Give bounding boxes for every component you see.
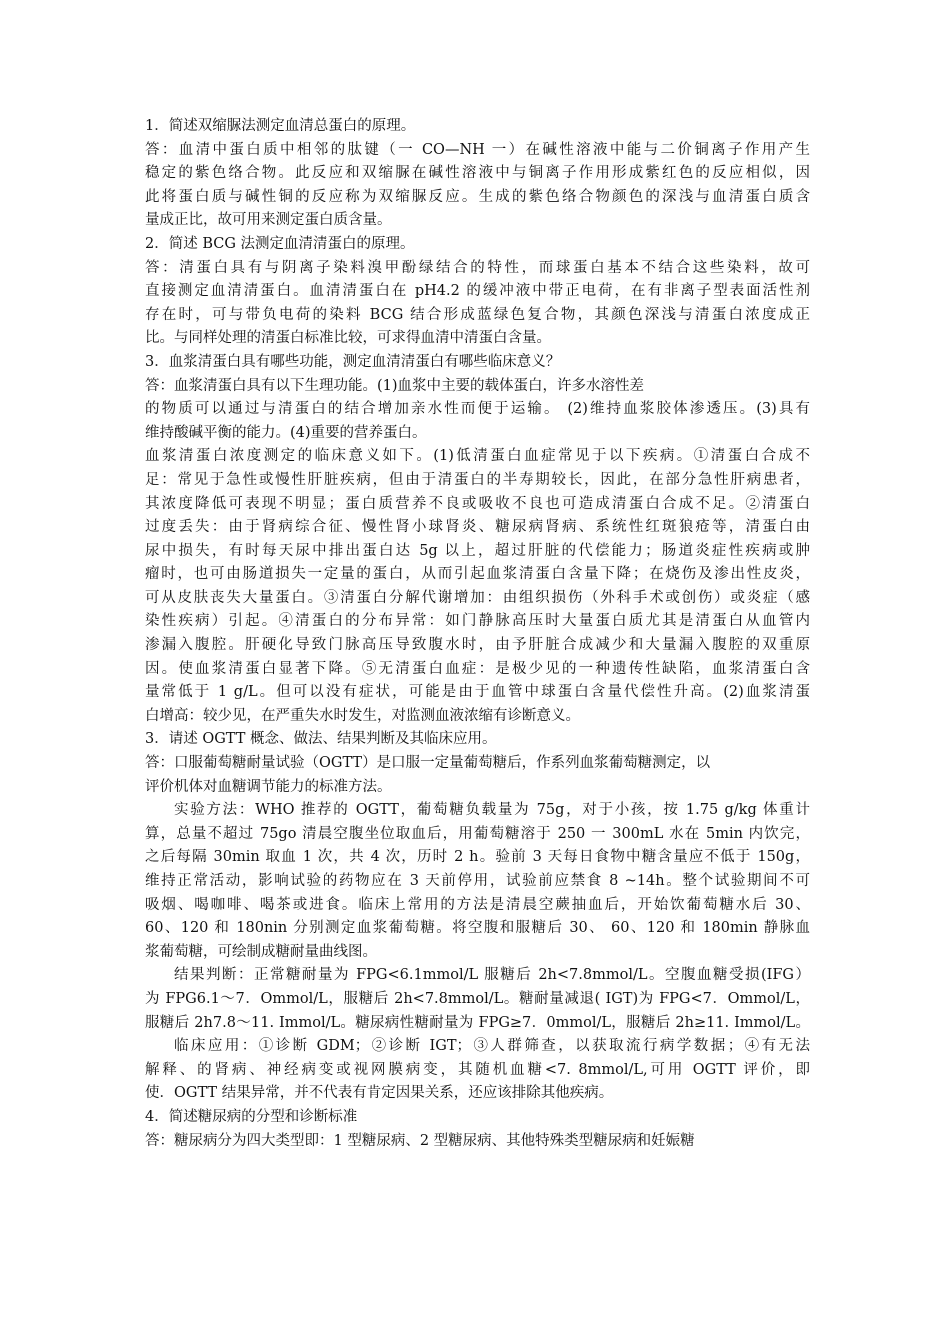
- text-line: 维持正常活动，影响试验的药物应在 3 天前停用，试验前应禁食 8 ~14h。整个试验期间不可: [145, 873, 810, 889]
- text-line: 答：糖尿病分为四大类型即：1 型糖尿病、2 型糖尿病、其他特殊类型糖尿病和妊娠糖: [145, 1132, 695, 1149]
- text-line: 3．请述 OGTT 概念、做法、结果判断及其临床应用。: [145, 731, 497, 748]
- text-line: 过度丢失：由于肾病综合征、慢性肾小球肾炎、糖尿病肾病、系统性红斑狼疮等，清蛋白由: [145, 519, 810, 536]
- text-line: 4．简述糖尿病的分型和诊断标准: [145, 1108, 358, 1125]
- text-line: 直接测定血清清蛋白。血清清蛋白在 pH4.2 的缓冲液中带正电荷，在有非离子型表面活性剂: [145, 283, 810, 300]
- text-line: 染性疾病）引起。④清蛋白的分布异常：如门静脉高压时大量蛋白质尤其是清蛋白从血管内: [145, 613, 810, 630]
- text-line: 量成正比，故可用来测定蛋白质含量。: [145, 212, 392, 229]
- text-line: 瘤时，也可由肠道损失一定量的蛋白，从而引起血浆清蛋白含量下降；在烧伤及渗出性皮炎，: [145, 566, 810, 583]
- text-line: 临床应用：①诊断 GDM；②诊断 IGT；③人群筛查，以获取流行病学数据；④有无法: [174, 1038, 810, 1055]
- text-line: 渗漏入腹腔。肝硬化导致门脉高压导致腹水时，由予肝脏合成减少和大量漏入腹腔的双重原: [145, 637, 810, 654]
- text-line: 比。与同样处理的清蛋白标准比较，可求得血清中清蛋白含量。: [145, 330, 551, 347]
- text-line: 答：血浆清蛋白具有以下生理功能。(1)血浆中主要的载体蛋白，许多水溶性差: [145, 377, 645, 394]
- text-line: 量常低于 1 g/L。但可以没有症状，可能是由于血管中球蛋白含量代偿性升高。(2)血浆清蛋: [145, 684, 810, 701]
- text-line: 存在时，可与带负电荷的染料 BCG 结合形成蓝绿色复合物，其颜色深浅与清蛋白浓度成正: [145, 306, 810, 323]
- text-line: 解释、的肾病、神经病变或视网膜病变，其随机血糖<7. 8mmol/L,可用 OGTT 评价，即: [145, 1061, 810, 1078]
- text-line: 算，总量不超过 75go 清晨空腹坐位取血后，用葡萄糖溶于 250 一 300mL 水在 5min 内饮完，: [145, 825, 810, 842]
- text-line: 可从皮肤丧失大量蛋白。③清蛋白分解代谢增加：由组织损伤（外科手术或创伤）或炎症（感: [145, 589, 810, 606]
- text-line: 血浆清蛋白浓度测定的临床意义如下。(1)低清蛋白血症常见于以下疾病。①清蛋白合成不: [145, 448, 810, 465]
- text-line: 维持酸碱平衡的能力。(4)重要的营养蛋白。: [145, 424, 427, 441]
- text-line: 之后每隔 30min 取血 1 次，共 4 次，历时 2 h。验前 3 天每日食物中糖含量应不低于 150g，: [145, 849, 810, 866]
- text-line: 为 FPG6.1～7．Ommol/L，服糖后 2h<7.8mmol/L。糖耐量减退( IGT)为 FPG<7．Ommol/L，: [145, 990, 810, 1007]
- text-line: 此将蛋白质与碱性铜的反应称为双缩脲反应。生成的紫色络合物颜色的深浅与血清蛋白质含: [145, 188, 810, 205]
- text-line: 稳定的紫色络合物。此反应和双缩脲在碱性溶液中与铜离子作用形成紫红色的反应相似，因: [145, 165, 810, 182]
- text-line: 因。使血浆清蛋白显著下降。⑤无清蛋白血症：是极少见的一种遗传性缺陷，血浆清蛋白含: [145, 660, 810, 677]
- text-line: 答：血清中蛋白质中相邻的肽键（一 CO—NH 一）在碱性溶液中能与二价铜离子作用产生: [145, 141, 810, 158]
- text-line: 1．简述双缩脲法测定血清总蛋白的原理。: [145, 118, 416, 134]
- text-line: 答：清蛋白具有与阴离子染料溴甲酚绿结合的特性，而球蛋白基本不结合这些染料，故可: [145, 259, 810, 276]
- text-line: 2．简述 BCG 法测定血清清蛋白的原理。: [145, 235, 415, 252]
- text-line: 评价机体对血糖调节能力的标准方法。: [145, 778, 392, 795]
- text-line: 吸烟、喝咖啡、喝茶或进食。临床上常用的方法是清晨空蕨抽血后，开始饮葡萄糖水后 30、: [145, 896, 810, 913]
- text-line: 答：口服葡萄糖耐量试验（OGTT）是口服一定量葡萄糖后，作系列血浆葡萄糖测定，以: [145, 755, 711, 772]
- text-line: 白增高：较少见，在严重失水时发生，对监测血液浓缩有诊断意义。: [145, 707, 580, 724]
- text-line: 3．血浆清蛋白具有哪些功能，测定血清清蛋白有哪些临床意义？: [145, 353, 561, 370]
- text-line: 的物质可以通过与清蛋白的结合增加亲水性而便于运输。 (2)维持血浆胶体渗透压。(3)具有: [145, 401, 810, 418]
- text-line: 足：常见于急性或慢性肝脏疾病，但由于清蛋白的半寿期较长，因此，在部分急性肝病患者，: [145, 471, 810, 488]
- text-line: 结果判断：正常糖耐量为 FPG<6.1mmol/L 服糖后 2h<7.8mmol/L。空腹血糖受损(IFG）: [174, 967, 810, 984]
- text-line: 其浓度降低可表现不明显；蛋白质营养不良或吸收不良也可造成清蛋白合成不足。②清蛋白: [145, 495, 810, 512]
- document-page: [145, 115, 810, 1153]
- text-line: 使．OGTT 结果异常，并不代表有肯定因果关系，还应该排除其他疾病。: [145, 1085, 614, 1102]
- text-line: 浆葡萄糖，可绘制成糖耐量曲线图。: [145, 943, 377, 960]
- text-line: 尿中损失，有时每天尿中排出蛋白达 5g 以上，超过肝脏的代偿能力；肠道炎症性疾病或肿: [145, 542, 810, 559]
- text-line: 实验方法：WHO 推荐的 OGTT，葡萄糖负载量为 75g，对于小孩，按 1.75 g/kg 体重计: [174, 802, 810, 819]
- text-line: 服糖后 2h7.8～11. Immol/L。糖尿病性糖耐量为 FPG≥7．0mmol/L，服糖后 2h≥11. Immol/L。: [145, 1014, 810, 1031]
- text-line: 60、120 和 180nin 分别测定血浆葡萄糖。将空腹和服糖后 30、 60、120 和 180min 静脉血: [145, 920, 810, 937]
